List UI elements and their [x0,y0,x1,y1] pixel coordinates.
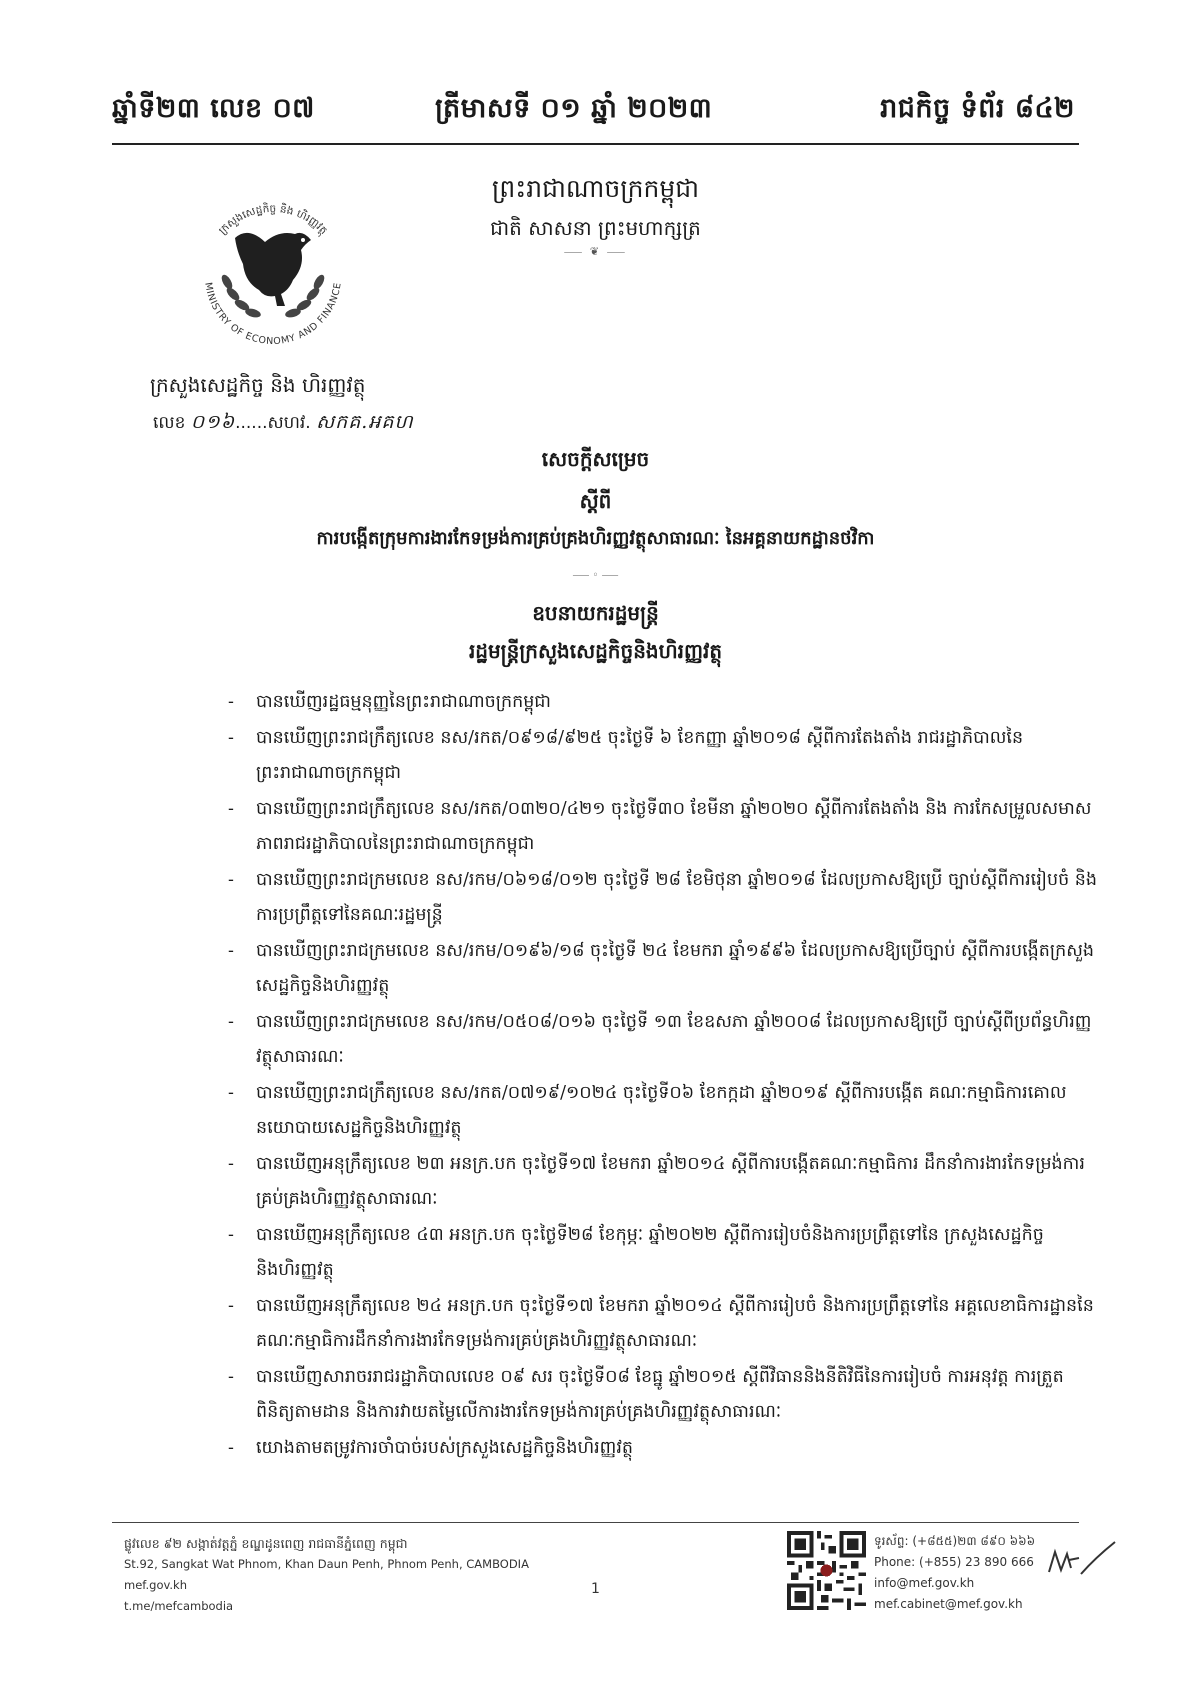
telegram-link[interactable]: t.me/mefcambodia [124,1599,234,1613]
list-item: - យោងតាមតម្រូវការចាំបាច់របស់ក្រសួងសេដ្ឋកិច្ចនិងហិរញ្ញវត្ថុ [228,1431,1098,1467]
list-item: - បានឃើញអនុក្រឹត្យលេខ ២៤ អនក្រ.បក ចុះថ្ងៃទី១៧ ខែមករា ឆ្នាំ២០១៤ ស្តីពីការរៀបចំ និងការប្រព្រឹត្តទៅនៃ អគ្គលេខាធិការដ្ឋាននៃគណៈកម្មាធិការដឹកនាំការងារកែទម្រង់ការគ្រប់គ្រងហិរញ្ញវត្ថុសាធារណៈ [228,1289,1098,1360]
email-info-link[interactable]: info@mef.gov.kh [874,1576,975,1590]
signatory-minister-title: រដ្ឋមន្ត្រីក្រសួងសេដ្ឋកិច្ចនិងហិរញ្ញវត្ថុ [468,639,723,663]
reference-number [153,410,414,438]
svg-text:ក្រសួងសេដ្ឋកិច្ច និង ហិរញ្ញវត្ [217,202,330,238]
reference-handwritten-number: ០១៦ [190,411,236,433]
reference-middle: ......សហវ. [235,413,311,433]
gazette-year-issue: ឆ្នាំទី២៣ លេខ ០៧ [112,93,315,124]
list-item: - បានឃើញសារាចររាជរដ្ឋាភិបាលលេខ ០៩ សរ ចុះថ្ងៃទី០៨ ខែធ្នូ ឆ្នាំ២០១៥ ស្តីពីវិធាននិងនីតិវិធីនៃការរៀបចំ ការអនុវត្ត ការត្រួតពិនិត្យតាមដាន និងការវាយតម្លៃលើការងារកែទម្រង់ការគ្រប់គ្រងហិរញ្ញវត្ថុសាធារណៈ [228,1360,1098,1431]
national-motto: ជាតិ សាសនា ព្រះមហាក្សត្រ [490,216,701,240]
footer-address [124,1533,529,1617]
list-item: - បានឃើញព្រះរាជក្រឹត្យលេខ នស/រកត/០៧១៩/១០២៤ ចុះថ្ងៃទី០៦ ខែកក្កដា ឆ្នាំ២០១៩ ស្តីពីការបង្កើត គណៈកម្មាធិការគោលនយោបាយសេដ្ឋកិច្ចនិងហិរញ្ញវត្ថុ [228,1076,1098,1147]
phone-khmer: ទូរស័ព្ទ: (+៨៥៥)២៣ ៨៩០ ៦៦៦ [874,1534,1036,1548]
reference-handwritten-code: សកគ.អគហ [316,411,414,433]
about-heading: ស្តីពី [579,489,612,513]
ministry-name: ក្រសួងសេដ្ឋកិច្ច និង ហិរញ្ញវត្ថុ [150,373,366,397]
signatory-deputy-title: ឧបនាយករដ្ឋមន្ត្រី [532,601,659,625]
ministry-seal-icon [193,186,353,351]
list-item: - បានឃើញព្រះរាជក្រឹត្យលេខ នស/រកត/០៣២០/៤២១ ចុះថ្ងៃទី៣០ ខែមីនា ឆ្នាំ២០២០ ស្តីពីការតែងតាំង និង ការកែសម្រួលសមាសភាពរាជរដ្ឋាភិបាលនៃព្រះរាជាណាចក្រកម្ពុជា [228,792,1098,863]
header-divider [112,143,1079,145]
footer-divider [112,1522,1079,1523]
page-number: 1 [591,1581,600,1597]
kingdom-heading: ព្រះរាជាណាចក្រកម្ពុជា [491,174,700,203]
footer-contact [874,1531,1035,1615]
website-link[interactable]: mef.gov.kh [124,1578,187,1592]
phone-english: Phone: (+855) 23 890 666 [874,1555,1034,1569]
decision-title: សេចក្តីសម្រេច [541,447,650,471]
gazette-page: រាជកិច្ច ទំព័រ ៨៤២ [880,93,1075,124]
list-item: - បានឃើញព្រះរាជក្រមលេខ នស/រកម/០៥០៨/០១៦ ចុះថ្ងៃទី ១៣ ខែឧសភា ឆ្នាំ២០០៨ ដែលប្រកាសឱ្យប្រើ ច្បាប់ស្តីពីប្រព័ន្ធហិរញ្ញវត្ថុសាធារណៈ [228,1005,1098,1076]
list-item: - បានឃើញព្រះរាជក្រឹត្យលេខ នស/រកត/០៩១៨/៩២៥ ចុះថ្ងៃទី ៦ ខែកញ្ញា ឆ្នាំ២០១៨ ស្តីពីការតែងតាំង រាជរដ្ឋាភិបាលនៃព្រះរាជាណាចក្រកម្ពុជា [228,721,1098,792]
list-item: - បានឃើញអនុក្រឹត្យលេខ ៤៣ អនក្រ.បក ចុះថ្ងៃទី២៨ ខែកុម្ភៈ ឆ្នាំ២០២២ ស្តីពីការរៀបចំនិងការប្រព្រឹត្តទៅនៃ ក្រសួងសេដ្ឋកិច្ចនិងហិរញ្ញវត្ថុ [228,1218,1098,1289]
motto-ornament: ⸺ ❦ ⸺ [563,245,628,258]
seal-english-text: MINISTRY OF ECONOMY AND FINANCE [202,281,344,348]
list-item: - បានឃើញព្រះរាជក្រមលេខ នស/រកម/០១៩៦/១៨ ចុះថ្ងៃទី ២៤ ខែមករា ឆ្នាំ១៩៩៦ ដែលប្រកាសឱ្យប្រើច្បាប់ ស្តីពីការបង្កើតក្រសួងសេដ្ឋកិច្ចនិងហិរញ្ញវត្ថុ [228,934,1098,1005]
list-item: - បានឃើញព្រះរាជក្រមលេខ នស/រកម/០៦១៨/០១២ ចុះថ្ងៃទី ២៨ ខែមិថុនា ឆ្នាំ២០១៨ ដែលប្រកាសឱ្យប្រើ ច្បាប់ស្តីពីការរៀបចំ និងការប្រព្រឹត្តទៅនៃគណៈរដ្ឋមន្ត្រី [228,863,1098,934]
email-cabinet-link[interactable]: mef.cabinet@mef.gov.kh [874,1597,1023,1611]
decision-subject: ការបង្កើតក្រុមការងារកែទម្រង់ការគ្រប់គ្រងហិរញ្ញវត្ថុសាធារណៈ នៃអគ្គនាយកដ្ឋានថវិកា [316,528,875,549]
subject-ornament: ⸺ ◦ ⸺ [572,570,619,581]
seal-khmer-text: ក្រសួងសេដ្ឋកិច្ច និង ហិរញ្ញវត្ថុ [216,202,330,237]
gazette-quarter: ត្រីមាសទី ០១ ឆ្នាំ ២០២៣ [435,93,713,124]
address-khmer: ផ្លូវលេខ ៩២ សង្កាត់វត្តភ្នំ ខណ្ឌដូនពេញ រាជធានីភ្នំពេញ កម្ពុជា [124,1536,408,1551]
address-english: St.92, Sangkat Wat Phnom, Khan Daun Penh, Phnom Penh, CAMBODIA [124,1557,529,1571]
initials-signature-icon [1045,1538,1121,1580]
qr-code-icon [787,1531,866,1610]
legal-basis-list [228,685,1098,1466]
reference-prefix: លេខ [153,413,186,433]
list-item: - បានឃើញអនុក្រឹត្យលេខ ២៣ អនក្រ.បក ចុះថ្ងៃទី១៧ ខែមករា ឆ្នាំ២០១៤ ស្តីពីការបង្កើតគណៈកម្មាធិការ ដឹកនាំការងារកែទម្រង់ការគ្រប់គ្រងហិរញ្ញវត្ថុសាធារណៈ [228,1147,1098,1218]
list-item: - បានឃើញរដ្ឋធម្មនុញ្ញនៃព្រះរាជាណាចក្រកម្ពុជា [228,685,1098,721]
